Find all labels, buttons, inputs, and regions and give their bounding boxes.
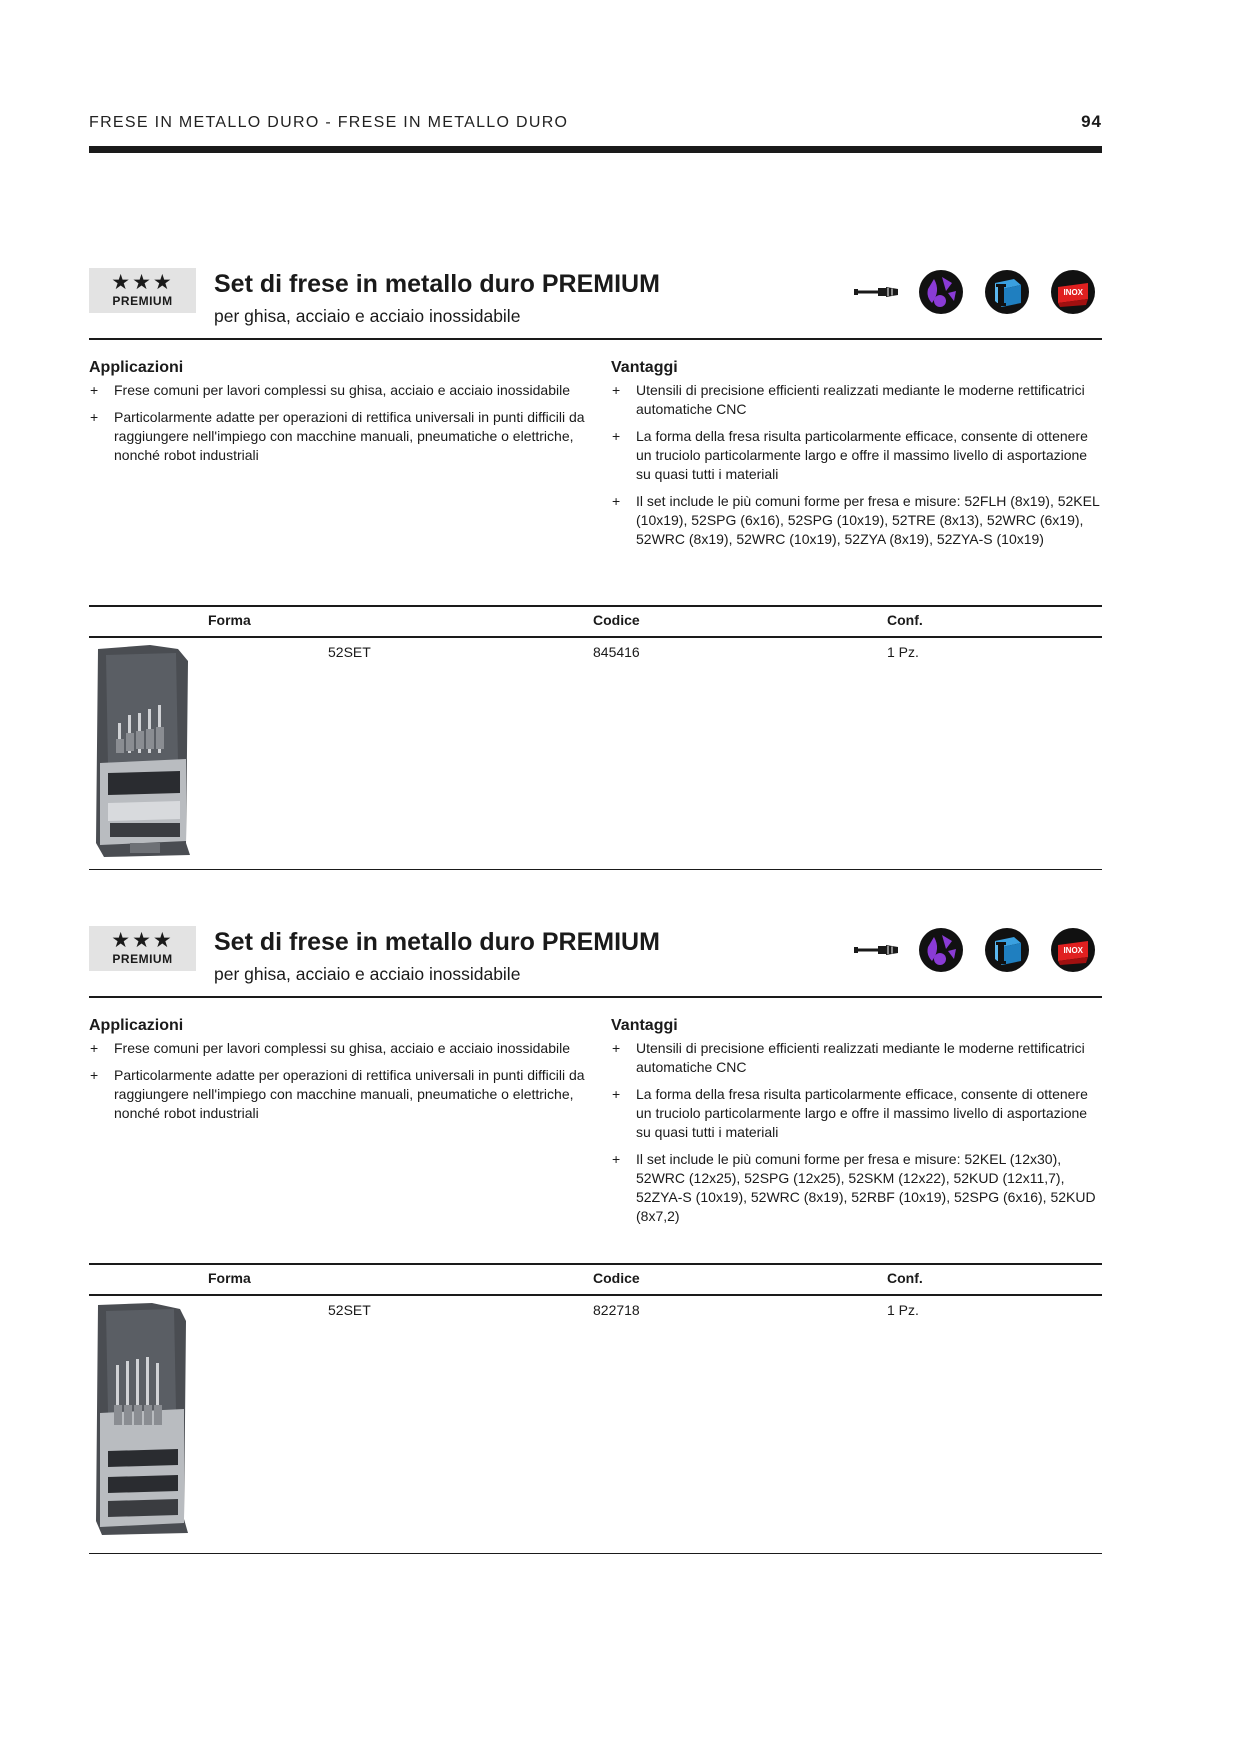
- list-item: + Particolarmente adatte per operazioni di rettifica universali in punti difficili da raggiungere nell'impiego con macchine manuali, pneumatiche o elettriche, nonché robot industriali: [89, 408, 594, 465]
- list-item: + La forma della fresa risulta particolarmente efficace, consente di ottenere un truciolo particolarmente largo e offre il massimo livello di asportazione su quasi tutti i materiali: [611, 1085, 1102, 1142]
- column-header-codice: Codice: [593, 1270, 640, 1286]
- star-rating-icon: ★★★: [111, 271, 174, 294]
- table-rule: [89, 605, 1102, 607]
- advantages-list: [611, 1039, 1102, 1226]
- applications-column: [89, 1017, 594, 1131]
- list-item: + Particolarmente adatte per operazioni di rettifica universali in punti difficili da raggiungere nell'impiego con macchine manuali, pneumatiche o elettriche, nonché robot industriali: [89, 1066, 594, 1123]
- burr-tool-icon: [852, 927, 902, 973]
- applications-heading: Applicazioni: [89, 359, 184, 376]
- inox-icon: [1050, 927, 1096, 973]
- cast-iron-icon: [918, 927, 964, 973]
- page-number: 94: [1081, 112, 1102, 131]
- steel-icon: [984, 269, 1030, 315]
- inox-label: INOX: [1063, 288, 1083, 297]
- steel-icon: [984, 927, 1030, 973]
- burr-tool-icon: [852, 269, 902, 315]
- product-code-cell: 822718: [593, 1302, 640, 1318]
- burr-set-case-image: [90, 1301, 200, 1541]
- product-name-cell: 52SET: [328, 1302, 371, 1318]
- product-code-cell: 845416: [593, 644, 640, 660]
- product-pack-cell: 1 Pz.: [887, 644, 919, 660]
- cast-iron-icon: [918, 269, 964, 315]
- column-header-forma: Forma: [208, 612, 251, 628]
- page-header: [89, 110, 1102, 154]
- title-rule: [89, 338, 1102, 340]
- product-subtitle: per ghisa, acciaio e acciaio inossidabile: [214, 964, 521, 984]
- list-item: + Utensili di precisione efficienti realizzati mediante le moderne rettificatrici automatiche CNC: [611, 381, 1102, 419]
- list-item: + La forma della fresa risulta particolarmente efficace, consente di ottenere un truciolo particolarmente largo e offre il massimo livello di asportazione su quasi tutti i materiali: [611, 427, 1102, 484]
- list-item: + Utensili di precisione efficienti realizzati mediante le moderne rettificatrici automatiche CNC: [611, 1039, 1102, 1077]
- table-rule: [89, 1294, 1102, 1296]
- column-header-codice: Codice: [593, 612, 640, 628]
- applications-column: [89, 359, 594, 473]
- applications-list: [89, 381, 594, 465]
- product-title: Set di frese in metallo duro PREMIUM: [214, 928, 660, 956]
- table-rule: [89, 1263, 1102, 1265]
- premium-badge: [89, 926, 196, 971]
- applications-heading: Applicazioni: [89, 1017, 184, 1034]
- advantages-heading: Vantaggi: [611, 1017, 678, 1034]
- product-section: [89, 265, 1102, 875]
- advantages-column: [611, 1017, 1102, 1234]
- header-rule: [89, 146, 1102, 153]
- inox-label: INOX: [1063, 946, 1083, 955]
- product-name-cell: 52SET: [328, 644, 371, 660]
- star-rating-icon: ★★★: [111, 929, 174, 952]
- title-rule: [89, 996, 1102, 998]
- table-rule: [89, 869, 1102, 870]
- advantages-heading: Vantaggi: [611, 359, 678, 376]
- premium-badge: [89, 268, 196, 313]
- applications-list: [89, 1039, 594, 1123]
- column-header-conf: Conf.: [887, 612, 923, 628]
- advantages-column: [611, 359, 1102, 557]
- header-title: FRESE IN METALLO DURO - FRESE IN METALLO DURO: [89, 114, 569, 131]
- table-rule: [89, 636, 1102, 638]
- product-title: Set di frese in metallo duro PREMIUM: [214, 270, 660, 298]
- column-header-conf: Conf.: [887, 1270, 923, 1286]
- list-item: + Il set include le più comuni forme per fresa e misure: 52FLH (8x19), 52KEL (10x19), 52SPG (6x16), 52SPG (10x19), 52TRE (8x13), 52WRC (6x19), 52WRC (8x19), 52WRC (10x19), 52ZYA (8x19), 52ZYA-S (10x19): [611, 492, 1102, 549]
- list-item: + Frese comuni per lavori complessi su ghisa, acciaio e acciaio inossidabile: [89, 1039, 594, 1058]
- inox-icon: [1050, 269, 1096, 315]
- product-section: [89, 923, 1102, 1533]
- product-pack-cell: 1 Pz.: [887, 1302, 919, 1318]
- list-item: + Il set include le più comuni forme per fresa e misure: 52KEL (12x30), 52WRC (12x25), 52SPG (12x25), 52SKM (12x22), 52KUD (12x11,7), 52ZYA-S (10x19), 52WRC (8x19), 52RBF (10x19), 52SPG (6x16), 52KUD (8x7,2): [611, 1150, 1102, 1226]
- badge-label: PREMIUM: [112, 294, 173, 308]
- advantages-list: [611, 381, 1102, 549]
- badge-label: PREMIUM: [112, 952, 173, 966]
- product-subtitle: per ghisa, acciaio e acciaio inossidabile: [214, 306, 521, 326]
- burr-set-case-image: [90, 643, 200, 863]
- table-rule: [89, 1553, 1102, 1554]
- column-header-forma: Forma: [208, 1270, 251, 1286]
- list-item: + Frese comuni per lavori complessi su ghisa, acciaio e acciaio inossidabile: [89, 381, 594, 400]
- material-icons: [852, 269, 1102, 315]
- material-icons: [852, 927, 1102, 973]
